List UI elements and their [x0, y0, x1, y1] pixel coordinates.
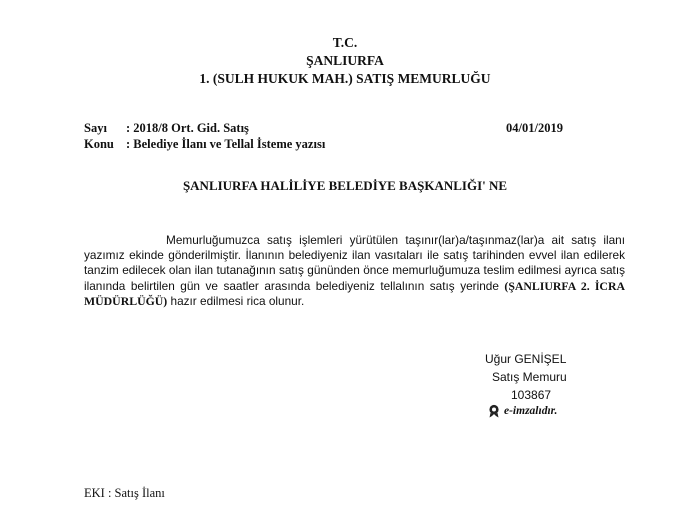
e-signature-seal-icon	[487, 404, 501, 418]
addressee: ŞANLIURFA HALİLİYE BELEDİYE BAŞKANLIĞI' NE	[182, 178, 508, 193]
body-text-1: Memurluğumuzca satış işlemleri yürütülen taşınır(lar)a/taşınmaz(lar)a ait satış ilanı yazımız ekinde gönderilmiştir. İlanının belediyeniz ilan vasıtaları ile satış tarihinden evvel ilan edilerek tanzim edilecek olan ilan tutanağının satış gününden önce memurluğumuza teslim edilmesi ayrıca satış ilanında belirtilen gün ve saatler arasında belediyeniz tellalının satış yerinde	[84, 233, 625, 293]
signer-name: Uğur GENİŞEL	[485, 352, 567, 366]
attachment-note: EKI : Satış İlanı	[84, 486, 165, 500]
e-signed-label: e-imzalıdır.	[504, 405, 558, 417]
body-text-2: hazır edilmesi rica olunur.	[167, 293, 305, 308]
sayi-label: Sayı	[84, 121, 107, 135]
signer-title: Satış Memuru	[492, 370, 567, 384]
body-bold-place: (ŞANLIURFA 2. İCRA MÜDÜRLÜĞÜ)	[84, 278, 625, 308]
sayi-value: : 2018/8 Ort. Gid. Satış	[126, 121, 249, 135]
document-date: 04/01/2019	[506, 121, 563, 135]
body-paragraph	[84, 233, 625, 309]
meta-sayi	[84, 121, 249, 136]
signer-number: 103867	[511, 388, 552, 402]
meta-konu	[84, 137, 325, 152]
header-city: ŞANLIURFA	[306, 53, 384, 68]
konu-value: : Belediye İlanı ve Tellal İsteme yazısı	[126, 137, 326, 151]
header-tc: T.C.	[332, 35, 358, 50]
konu-label: Konu	[84, 137, 114, 151]
letter-body	[84, 233, 625, 309]
header-office: 1. (SULH HUKUK MAH.) SATIŞ MEMURLUĞU	[199, 71, 491, 86]
